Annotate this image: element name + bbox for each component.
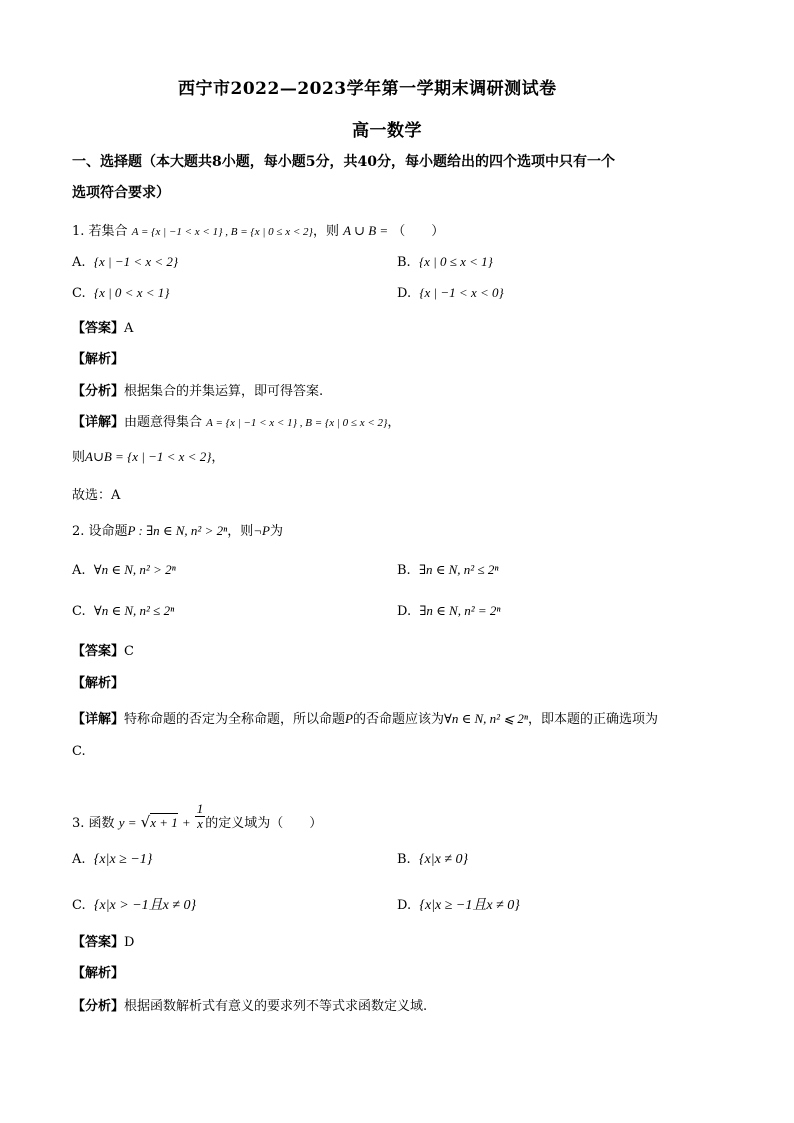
q3-fenxi	[72, 995, 427, 1014]
q2-option-c	[72, 603, 174, 619]
q3-option-c-text: {x|x > −1且x ≠ 0}	[93, 898, 197, 913]
q2-answer-value: C	[124, 644, 134, 659]
q1-fenxi-text: 根据集合的并集运算，即可得答案.	[124, 384, 324, 399]
q1-xiangjie-prefix: 由题意得集合	[124, 415, 203, 430]
q2-answer-tag: 【答案】	[72, 644, 125, 659]
q2-option-b	[397, 562, 498, 578]
q1-stem	[72, 220, 444, 239]
q3-fraction-den: x	[197, 816, 203, 831]
q3-fenxi-tag: 【分析】	[72, 999, 125, 1014]
q2-xiangjie-part2: 的否命题应该为	[352, 712, 444, 727]
q2-stem-mid: ，则	[227, 524, 254, 539]
q2-xiangjie-line2: C.	[72, 744, 86, 759]
section-heading-line2: 选项符合要求）	[72, 185, 170, 201]
q1-stem-math: A = {x | −1 < x < 1} , B = {x | 0 ≤ x < 2}	[131, 226, 313, 238]
q3-option-d-label: D.	[397, 898, 412, 913]
q2-option-d-label: D.	[397, 604, 412, 619]
q2-stem-math: P : ∃n ∈ N, n² > 2ⁿ	[127, 523, 228, 538]
q3-option-a-text: {x|x ≥ −1}	[93, 852, 153, 867]
q1-xiangjie-suffix: ，	[387, 415, 401, 430]
q1-option-a-label: A.	[72, 255, 86, 270]
q2-stem-suffix: 为	[269, 524, 283, 539]
q2-option-d	[397, 603, 500, 619]
q1-then	[72, 446, 224, 465]
q2-option-d-text: ∃n ∈ N, n² = 2ⁿ	[419, 603, 501, 618]
q1-conclude: 故选：A	[72, 488, 121, 503]
q1-stem-suffix: （ ）	[392, 224, 445, 239]
q1-then-math: A∪B = {x | −1 < x < 2}	[85, 449, 212, 464]
q1-fenxi	[72, 380, 323, 399]
q2-option-c-text: ∀n ∈ N, n² ≤ 2ⁿ	[93, 603, 175, 618]
q3-option-c	[72, 894, 196, 914]
q1-answer-value: A	[124, 321, 134, 336]
q1-option-c-text: {x | 0 < x < 1}	[93, 285, 170, 300]
q3-option-b-text: {x|x ≠ 0}	[418, 852, 469, 867]
q2-xiangjie-part3: ，即本题的正确选项为	[528, 712, 659, 727]
q1-option-a-text: {x | −1 < x < 2}	[93, 254, 179, 269]
q1-option-d	[397, 285, 504, 301]
q3-fraction-num: 1	[196, 801, 204, 816]
q1-xiangjie	[72, 411, 400, 430]
q3-stem-suffix: 的定义域为（ ）	[205, 816, 323, 831]
section-heading-line1: 一、选择题（本大题共8小题，每小题5分，共40分，每小题给出的四个选项中只有一个	[72, 154, 615, 170]
q1-option-d-label: D.	[397, 286, 412, 301]
q3-fenxi-text: 根据函数解析式有意义的要求列不等式求函数定义域.	[124, 999, 428, 1014]
q1-option-c	[72, 285, 169, 301]
q1-xiangjie-tag: 【详解】	[72, 415, 125, 430]
q1-stem-prefix: 1. 若集合	[72, 224, 128, 239]
q1-option-a	[72, 254, 178, 270]
page-subtitle: 高一数学	[352, 121, 422, 141]
q1-option-c-label: C.	[72, 286, 86, 301]
q2-stem-math2: ¬P	[253, 523, 270, 538]
radical-sign: √	[140, 813, 151, 831]
q1-then-prefix: 则	[72, 450, 86, 465]
q1-option-b	[397, 254, 493, 270]
q3-stem-y: y =	[118, 815, 137, 830]
q2-option-b-label: B.	[397, 563, 411, 578]
q3-sqrt	[141, 813, 178, 831]
q2-xiangjie-part1: 特称命题的否定为全称命题，所以命题	[124, 712, 346, 727]
q1-fenxi-tag: 【分析】	[72, 384, 125, 399]
q2-xiangjie-math1: P	[345, 711, 353, 726]
q3-analysis-tag: 【解析】	[72, 966, 125, 981]
q3-stem-plus: +	[181, 815, 191, 830]
q2-stem-prefix: 2. 设命题	[72, 524, 128, 539]
q3-fraction	[195, 802, 206, 831]
q1-stem-math2: A ∪ B =	[343, 223, 389, 238]
q2-analysis-tag: 【解析】	[72, 676, 125, 691]
q3-stem-prefix: 3. 函数	[72, 816, 115, 831]
q1-option-b-label: B.	[397, 255, 411, 270]
q3-option-b-label: B.	[397, 852, 411, 867]
q2-stem	[72, 520, 283, 539]
q2-option-b-text: ∃n ∈ N, n² ≤ 2ⁿ	[418, 562, 499, 577]
q3-option-b	[397, 852, 468, 868]
q3-stem	[72, 802, 322, 842]
page-title: 西宁市2022—2023学年第一学期末调研测试卷	[178, 79, 557, 99]
q3-option-d	[397, 894, 520, 914]
q1-stem-mid: ，则	[312, 224, 339, 239]
q2-option-a-label: A.	[72, 563, 86, 578]
q3-sqrt-content: x + 1	[150, 815, 178, 830]
q2-option-c-label: C.	[72, 604, 86, 619]
q2-xiangjie-math2: ∀n ∈ N, n² ⩽ 2ⁿ	[444, 711, 529, 726]
q2-option-a-text: ∀n ∈ N, n² > 2ⁿ	[93, 562, 176, 577]
q2-xiangjie	[72, 708, 658, 727]
q3-option-a	[72, 852, 152, 868]
q3-answer-tag: 【答案】	[72, 935, 125, 950]
q3-option-a-label: A.	[72, 852, 86, 867]
q3-answer	[72, 931, 134, 950]
q2-answer	[72, 640, 134, 659]
q1-then-suffix: ，	[211, 450, 225, 465]
q3-option-d-text: {x|x ≥ −1且x ≠ 0}	[419, 898, 520, 913]
q3-option-c-label: C.	[72, 898, 86, 913]
q1-option-d-text: {x | −1 < x < 0}	[419, 285, 504, 300]
q2-xiangjie-tag: 【详解】	[72, 712, 125, 727]
q1-option-b-text: {x | 0 ≤ x < 1}	[418, 254, 493, 269]
q3-answer-value: D	[124, 935, 135, 950]
q1-answer	[72, 317, 133, 336]
q1-xiangjie-math: A = {x | −1 < x < 1} , B = {x | 0 ≤ x < 2}	[206, 417, 388, 429]
q1-analysis-tag: 【解析】	[72, 352, 125, 367]
q1-answer-tag: 【答案】	[72, 321, 125, 336]
q2-option-a	[72, 562, 176, 578]
